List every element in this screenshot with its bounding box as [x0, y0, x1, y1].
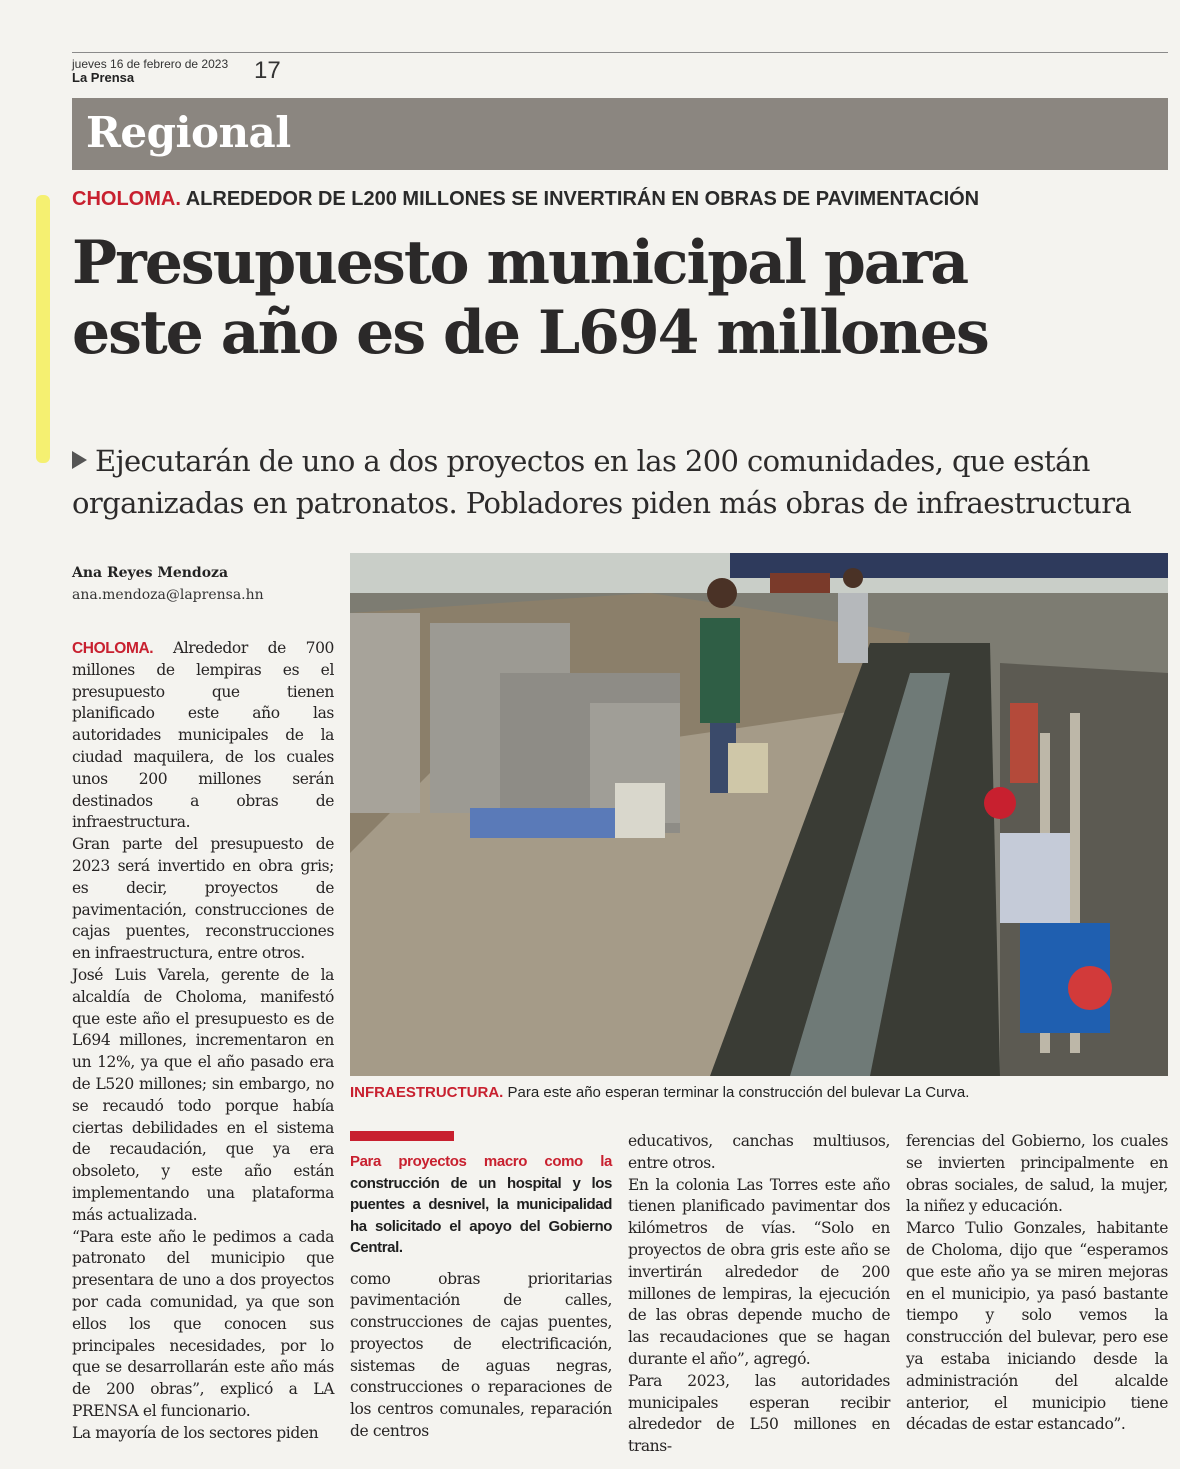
- newspaper-name: La Prensa: [72, 70, 135, 85]
- section-banner: [72, 98, 1168, 170]
- caption-text: Para este año esperan terminar la construcción del bulevar La Curva.: [507, 1084, 970, 1101]
- author-email: ana.mendoza@laprensa.hn: [72, 587, 264, 603]
- pullquote-bar: [350, 1131, 454, 1141]
- article-column-3: [628, 1131, 890, 1458]
- pullquote-red-text: Para proyectos macro como la: [350, 1153, 612, 1170]
- pullquote-text: construcción de un hospital y los puentes a desnivel, la municipalidad ha solicitado el apoyo del Gobierno Central.: [350, 1174, 612, 1256]
- paragraph: “Para este año le pedimos a cada patronato del municipio que presentara de uno a dos proyectos por cada comunidad, ya que son ellos los que conocen sus principales necesidades, por lo que se desarrollarán este año más de 200 obras”, explicó a LA PRENSA el funcionario.: [72, 1227, 334, 1420]
- caption-label: INFRAESTRUCTURA.: [350, 1084, 504, 1101]
- headline-line-1: Presupuesto municipal para: [72, 228, 968, 298]
- paragraph: [72, 638, 334, 834]
- headline: [72, 228, 1172, 368]
- article-column-2: [350, 1131, 612, 1443]
- paragraph: En la colonia Las Torres este año tienen planificado pavimentar dos kilómetros de vías. “Solo en proyectos de obra gris este año se invertirán alrededor de 200 millones de lempiras, la ejecución de las obras depende mucho de las recaudaciones que se hagan durante el año”, agregó.: [628, 1175, 890, 1368]
- article-column-1: [72, 638, 334, 1444]
- page-number: 17: [254, 57, 281, 84]
- highlighter-mark: [36, 195, 50, 463]
- subheadline: [72, 440, 1172, 524]
- author-name: Ana Reyes Mendoza: [72, 565, 229, 581]
- paragraph: ferencias del Gobierno, los cuales se invierten principalmente en obras sociales, de salud, la mujer, la niñez y educación.: [906, 1132, 1168, 1216]
- article-column-4: [906, 1131, 1168, 1436]
- paragraph-text: Alrededor de 700 millones de lempiras es el presupuesto que tienen planificado este año las autoridades municipales de la ciudad maquilera, de los cuales unos 200 millones serán destinados a obras de infraestructura.: [72, 639, 334, 832]
- pullquote: [350, 1151, 612, 1259]
- section-title: Regional: [86, 108, 291, 157]
- subheadline-text: Ejecutarán de uno a dos proyectos en las 200 comunidades, que están organizadas en patronatos. Pobladores piden más obras de infraestructura: [72, 444, 1132, 520]
- paragraph: Gran parte del presupuesto de 2023 será invertido en obra gris; es decir, proyectos de pavimentación, construcciones de cajas puentes, reconstrucciones en infraestructura, entre otros.: [72, 835, 334, 963]
- triangle-bullet-icon: [72, 451, 87, 469]
- paragraph: educativos, canchas multiusos, entre otros.: [628, 1132, 890, 1172]
- headline-line-2: este año es de L694 millones: [72, 298, 988, 368]
- paragraph: La mayoría de los sectores piden: [72, 1423, 319, 1442]
- byline: [72, 565, 264, 603]
- kicker-place: CHOLOMA.: [72, 188, 181, 210]
- kicker-text: ALREDEDOR DE L200 MILLONES SE INVERTIRÁN EN OBRAS DE PAVIMENTACIÓN: [185, 188, 980, 210]
- construction-photo: [350, 553, 1168, 1076]
- paragraph: José Luis Varela, gerente de la alcaldía de Choloma, manifestó que este año el presupuesto es de L694 millones, incrementaron en un 12%, ya que el año pasado era de L520 millones; sin embargo, no se recaudó todo porque había ciertas debilidades en el sistema de recaudación, que ya era obsoleto, y este año están implementando una plataforma más actualizada.: [72, 965, 334, 1224]
- paragraph: Para 2023, las autoridades municipales esperan recibir alrededor de L50 millones en trans-: [628, 1371, 890, 1456]
- lead-place: CHOLOMA.: [72, 640, 154, 657]
- paragraph: Marco Tulio Gonzales, habitante de Choloma, dijo que “esperamos que este año ya se miren mejoras en el municipio, ya pasó bastante tiempo y solo vemos la construcción del bulevar, pero ese ya estaba iniciando desde la administración del alcalde anterior, el municipio tiene décadas de estar estancado”.: [906, 1219, 1168, 1434]
- publication-date: jueves 16 de febrero de 2023: [72, 57, 229, 71]
- masthead: [72, 52, 1168, 85]
- paragraph: como obras prioritarias pavimentación de calles, construcciones de cajas puentes, proyectos de electrificación, sistemas de aguas negras, construcciones o reparaciones de los centros comunales, reparación de centros: [350, 1269, 612, 1441]
- photo-caption: [350, 1084, 1168, 1101]
- kicker: [72, 188, 979, 211]
- construction-photo-illustration: [350, 553, 1168, 1076]
